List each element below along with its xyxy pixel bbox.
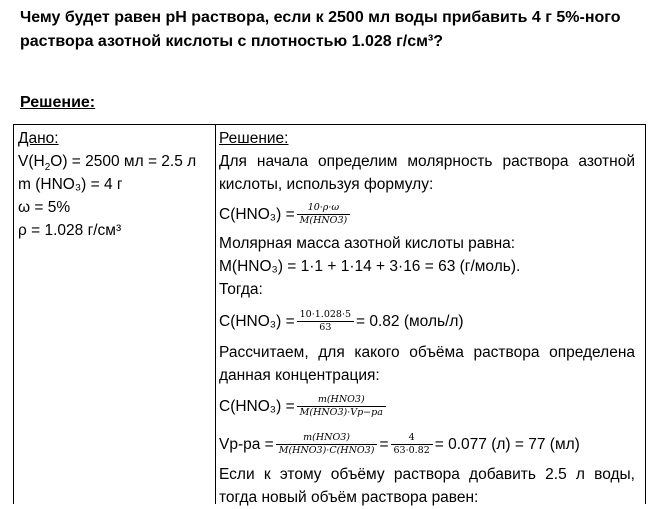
solution-heading: Решение: (20, 94, 96, 111)
molarity-fraction: $\frac{10\cdot\rho\cdot\omega}{\text{M(HNO3)}}$ (297, 202, 351, 227)
volume-intro: Рассчитаем, для какого объёма раствора определена данная концентрация: (219, 344, 635, 384)
given-fraction: ω = 5% (18, 199, 71, 216)
then-label: Тогда: (219, 281, 263, 298)
solution-column (219, 127, 635, 509)
problem-statement: Чему будет равен pH раствора, если к 2500 мл воды прибавить 4 г 5%-ного раствора азотной кислоты с плотностью 1.028 г/см³? (20, 9, 621, 50)
concentration-formula: C(HNO₃) = $\frac{\text{m(HNO3)}}{\text{M(HNO3)·Vр−ра}}$ (219, 387, 635, 425)
molar-mass-label: Молярная масса азотной кислоты равна: (219, 235, 516, 252)
water-intro: Если к этому объёму раствора добавить 2.5 л воды, тогда новый объём раствора равен: (219, 466, 635, 506)
volume-fraction: $\frac{\text{m(HNO3)}}{\text{M(HNO3)·C(HNO3)}}$ (276, 432, 378, 457)
volume-fraction-numeric: $\frac{4}{63\cdot 0.82}$ (391, 432, 433, 457)
concentration-fraction: $\frac{\text{m(HNO3)}}{\text{M(HNO3)·Vр−ра}}$ (297, 394, 386, 419)
work-title: Решение: (219, 130, 289, 147)
calc-fraction: $\frac{10\cdot 1.028\cdot 5}{63}$ (297, 309, 354, 334)
volume-formula: Vр-ра = $\frac{\text{m(HNO3)}}{\text{M(HNO3)·C(HNO3)}}$ = $\frac{4}{63\cdot 0.82}$ = 0.077 (л) = 77 (мл) (219, 431, 580, 456)
given-density: ρ = 1.028 г/см³ (18, 222, 122, 239)
molarity-formula: C(HNO₃) = $\frac{10\cdot\rho\cdot\omega}{\text{M(HNO3)}}$ (219, 196, 635, 232)
molarity-calculation: C(HNO₃) = $\frac{10\cdot 1.028\cdot 5}{63}$ = 0.82 (моль/л) (219, 308, 464, 333)
given-mass: m (HNO₃) = 4 г (18, 176, 123, 193)
work-intro: Для начала определим молярность раствора азотной кислоты, используя формулу: (219, 153, 635, 193)
column-divider (215, 125, 216, 504)
solution-table (13, 124, 646, 504)
given-volume: $V(H_2O) = 2500$ мл = 2.5 л (18, 153, 197, 174)
given-title: Дано: (18, 130, 59, 147)
given-column (18, 127, 211, 242)
molar-mass-calc: M(HNO₃) = 1·1 + 1·14 + 3·16 = 63 (г/моль). (219, 258, 521, 275)
